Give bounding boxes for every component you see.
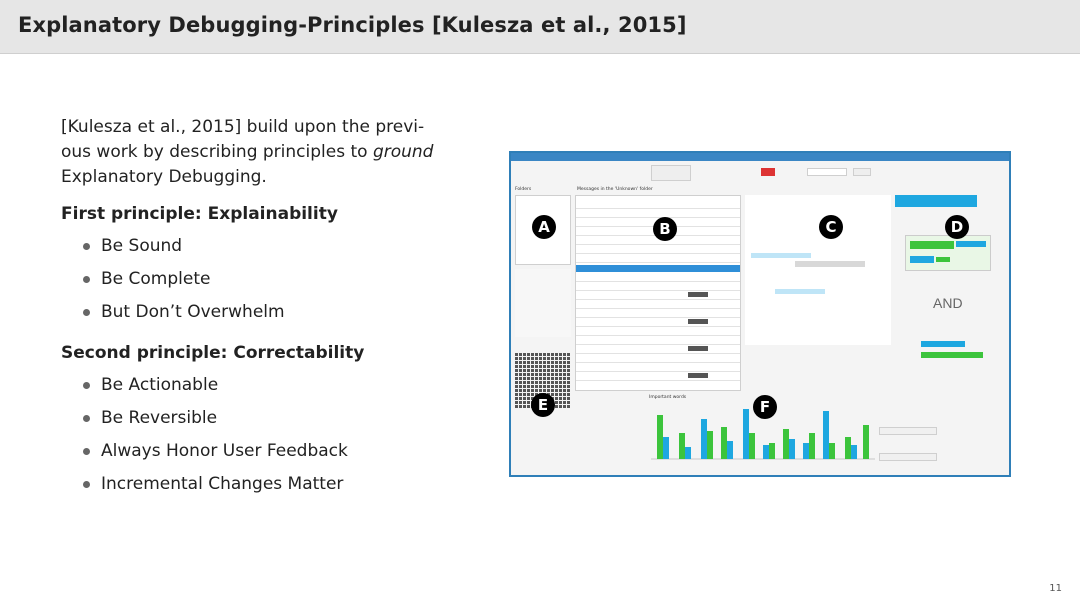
list-item [61,472,461,505]
second-principle-heading: Second principle: Correctability [61,343,365,363]
row-divider [576,362,740,363]
toolbar-toggle [761,168,775,176]
row-divider [576,208,740,209]
folders-label: Folders [515,187,532,192]
marker-c: C [819,215,843,239]
chart-bar [845,437,851,459]
slide-body [61,115,461,513]
list-item [61,234,461,267]
row-divider [576,326,740,327]
prediction-badge [688,373,708,378]
chart-bar [863,425,869,459]
chart-bar [803,443,809,459]
list-item [61,267,461,300]
list-item-label: Incremental Changes Matter [101,474,344,494]
list-item-label: Be Sound [101,236,183,256]
word-cloud-word [910,256,934,263]
chart-bar [829,443,835,459]
toolbar-button [651,165,691,181]
slide-title-bar [0,0,1080,54]
bullet-icon [83,481,90,488]
row-divider [576,281,740,282]
word-cloud-word [910,241,954,249]
marker-f: F [753,395,777,419]
toolbar-search-button [853,168,871,176]
list-item [61,439,461,472]
explanation-header [895,195,977,207]
chart-action-button [879,453,937,461]
folder-size-bar-green [921,352,983,358]
first-principle-heading: First principle: Explainability [61,204,338,224]
list-item [61,373,461,406]
word-cloud [905,235,991,271]
prediction-badge [688,319,708,324]
chart-bar [685,447,691,459]
bullet-icon [83,243,90,250]
bullet-icon [83,276,90,283]
important-words-label: Important words [649,395,687,400]
bullet-icon [83,415,90,422]
intro-emphasis: ground [372,142,434,162]
intro-line-2: ous work by describing principles to [61,142,368,162]
list-item-label: Always Honor User Feedback [101,441,348,461]
bullet-icon [83,448,90,455]
bullet-icon [83,309,90,316]
prediction-badge [688,346,708,351]
chart-bar [679,433,685,459]
row-divider [576,308,740,309]
chart-bar [851,445,857,459]
slide-title: Explanatory Debugging-Principles [Kulesza et al., 2015] [18,13,687,37]
page-number: 11 [1049,583,1062,594]
chart-bar [657,415,663,459]
chart-bar [789,439,795,459]
first-principle-list [61,234,461,333]
folder-size-bar-blue [921,341,965,347]
row-divider [576,253,740,254]
chart-bar [663,437,669,459]
marker-b: B [653,217,677,241]
word-cloud-word [936,257,950,262]
window-titlebar [511,153,1009,161]
chart-bar [809,433,815,459]
messages-header: Messages in the 'Unknown' folder [577,187,653,192]
prediction-badge [688,292,708,297]
marker-a: A [532,215,556,239]
chart-bar [783,429,789,459]
chart-bar [769,443,775,459]
row-divider [576,344,740,345]
highlighted-phrase [775,289,825,294]
bullet-icon [83,382,90,389]
intro-line-3: Explanatory Debugging. [61,167,267,187]
row-divider [576,353,740,354]
highlighted-phrase [795,261,865,267]
prediction-panel [515,269,571,337]
list-item-label: Be Actionable [101,375,219,395]
row-divider [576,371,740,372]
intro-paragraph [61,115,461,190]
chart-bar [727,441,733,459]
list-item-label: Be Reversible [101,408,218,428]
row-divider [576,380,740,381]
chart-bar [721,427,727,459]
row-divider [576,299,740,300]
chart-bar [749,433,755,459]
marker-e: E [531,393,555,417]
chart-bar [743,409,749,459]
list-item [61,300,461,333]
row-divider [576,262,740,263]
list-item-label: But Don’t Overwhelm [101,302,285,322]
row-divider [576,335,740,336]
row-divider [576,317,740,318]
marker-d: D [945,215,969,239]
list-item-label: Be Complete [101,269,211,289]
row-divider [576,244,740,245]
message-text-pane [745,195,891,345]
chart-bar [763,445,769,459]
highlighted-phrase [751,253,811,258]
chart-bar [707,431,713,459]
chart-bar [701,419,707,459]
chart-action-button [879,427,937,435]
row-divider [576,290,740,291]
and-label: AND [933,295,963,311]
intro-line-1: [Kulesza et al., 2015] build upon the previ- [61,117,425,137]
selected-message-row [576,265,740,272]
second-principle-list [61,373,461,505]
explanatory-debugging-screenshot [509,151,1011,477]
chart-bar [823,411,829,459]
toolbar-search [807,168,847,176]
word-cloud-word [956,241,986,247]
list-item [61,406,461,439]
